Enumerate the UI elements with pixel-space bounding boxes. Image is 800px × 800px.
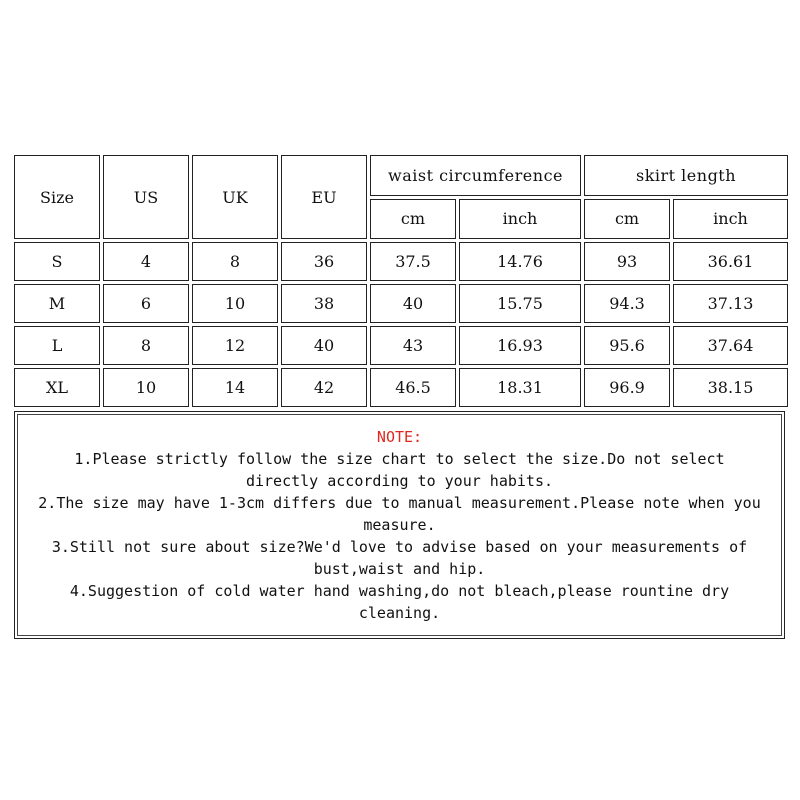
- note-item: 1.Please strictly follow the size chart to select the size.Do not select directly according to your habits.: [74, 450, 725, 490]
- notes-box: [14, 411, 785, 639]
- header-uk: UK: [192, 155, 278, 239]
- size-chart: [14, 152, 785, 639]
- cell-eu: 40: [281, 326, 367, 365]
- header-skirt-length: skirt length: [584, 155, 788, 196]
- cell-skirt-cm: 95.6: [584, 326, 670, 365]
- cell-uk: 10: [192, 284, 278, 323]
- cell-skirt-inch: 37.13: [673, 284, 788, 323]
- cell-skirt-inch: 36.61: [673, 242, 788, 281]
- table-row: [14, 326, 788, 365]
- cell-skirt-inch: 37.64: [673, 326, 788, 365]
- table-row: [14, 284, 788, 323]
- header-row-1: [14, 155, 788, 196]
- cell-waist-inch: 16.93: [459, 326, 581, 365]
- note-item: 4.Suggestion of cold water hand washing,do not bleach,please rountine dry cleaning.: [69, 582, 730, 622]
- header-waist-circumference: waist circumference: [370, 155, 581, 196]
- cell-size: M: [14, 284, 100, 323]
- cell-us: 10: [103, 368, 189, 407]
- cell-waist-cm: 46.5: [370, 368, 456, 407]
- cell-uk: 8: [192, 242, 278, 281]
- cell-uk: 12: [192, 326, 278, 365]
- cell-waist-cm: 37.5: [370, 242, 456, 281]
- cell-eu: 42: [281, 368, 367, 407]
- header-us: US: [103, 155, 189, 239]
- cell-size: L: [14, 326, 100, 365]
- cell-eu: 36: [281, 242, 367, 281]
- header-waist-cm: cm: [370, 199, 456, 240]
- cell-skirt-cm: 93: [584, 242, 670, 281]
- cell-waist-inch: 14.76: [459, 242, 581, 281]
- note-title: NOTE:: [376, 428, 423, 446]
- header-eu: EU: [281, 155, 367, 239]
- cell-waist-cm: 40: [370, 284, 456, 323]
- header-waist-inch: inch: [459, 199, 581, 240]
- cell-size: XL: [14, 368, 100, 407]
- cell-waist-cm: 43: [370, 326, 456, 365]
- cell-waist-inch: 18.31: [459, 368, 581, 407]
- cell-skirt-inch: 38.15: [673, 368, 788, 407]
- cell-us: 8: [103, 326, 189, 365]
- header-size: Size: [14, 155, 100, 239]
- cell-eu: 38: [281, 284, 367, 323]
- note-item: 3.Still not sure about size?We'd love to advise based on your measurements of bust,waist and hip.: [51, 538, 748, 578]
- header-skirt-cm: cm: [584, 199, 670, 240]
- note-item: 2.The size may have 1-3cm differs due to manual measurement.Please note when you measure.: [38, 494, 761, 534]
- table-row: [14, 242, 788, 281]
- cell-waist-inch: 15.75: [459, 284, 581, 323]
- cell-us: 4: [103, 242, 189, 281]
- cell-us: 6: [103, 284, 189, 323]
- size-table: [11, 152, 791, 410]
- cell-skirt-cm: 94.3: [584, 284, 670, 323]
- header-skirt-inch: inch: [673, 199, 788, 240]
- table-row: [14, 368, 788, 407]
- cell-skirt-cm: 96.9: [584, 368, 670, 407]
- cell-size: S: [14, 242, 100, 281]
- cell-uk: 14: [192, 368, 278, 407]
